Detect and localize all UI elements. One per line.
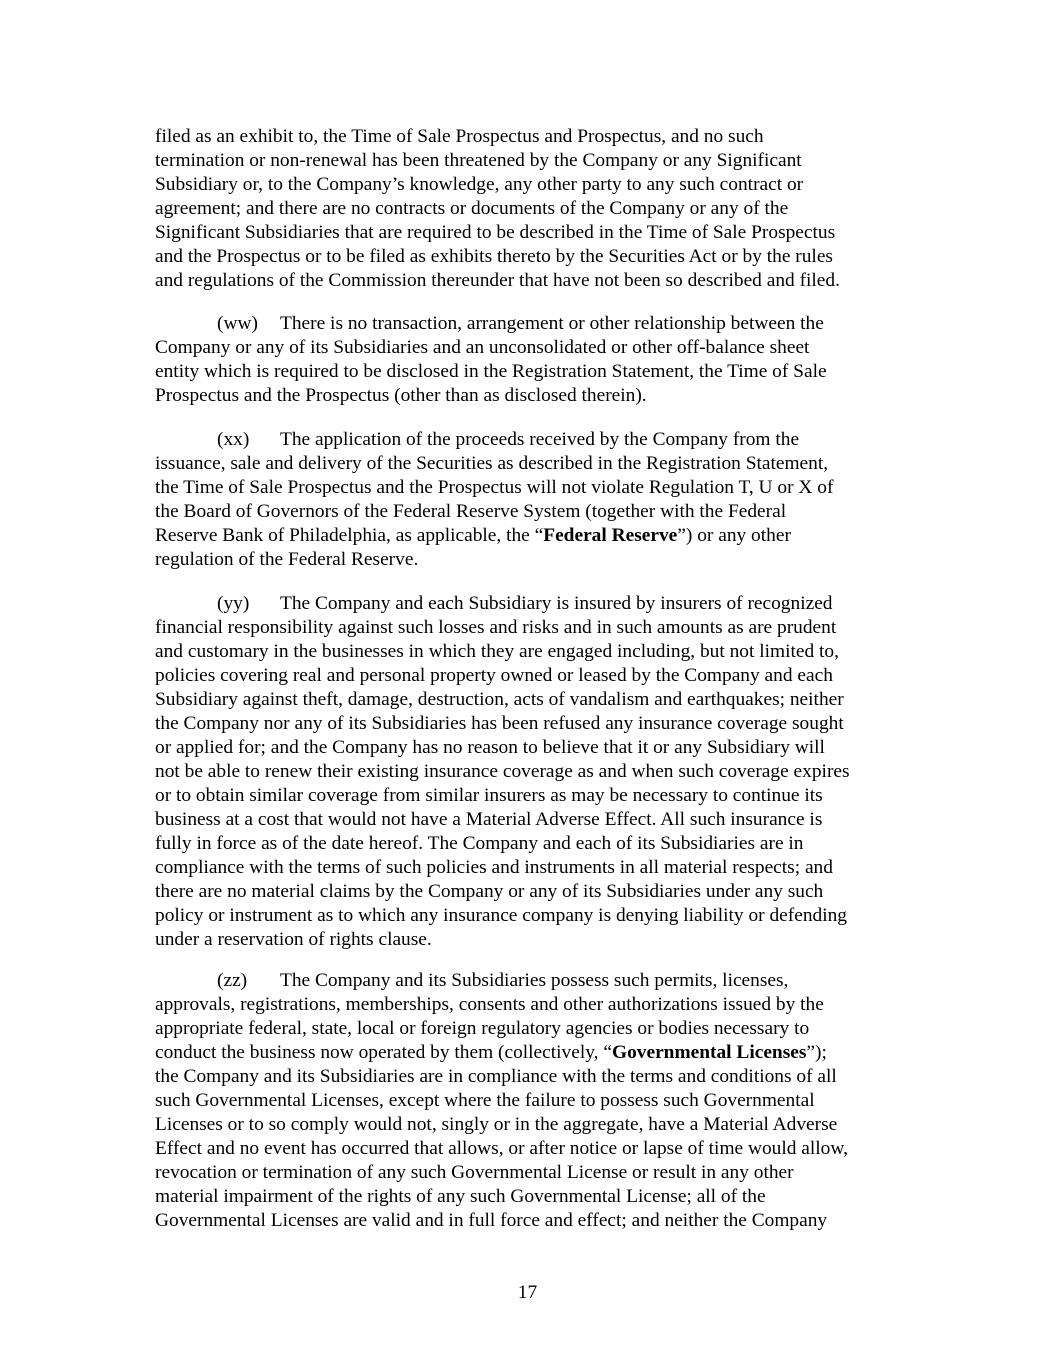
text-line: issuance, sale and delivery of the Securities as described in the Registration Statement, bbox=[155, 453, 829, 474]
text-line: financial responsibility against such losses and risks and in such amounts as are prudent bbox=[155, 617, 837, 638]
text-line: or applied for; and the Company has no reason to believe that it or any Subsidiary will bbox=[155, 737, 825, 758]
text-line: policy or instrument as to which any insurance company is denying liability or defending bbox=[155, 905, 847, 926]
text-line: and the Prospectus or to be filed as exhibits thereto by the Securities Act or by the rules bbox=[155, 246, 833, 267]
text-line: Effect and no event has occurred that allows, or after notice or lapse of time would allow, bbox=[155, 1138, 848, 1159]
text-run: There is no transaction, arrangement or other relationship between the bbox=[280, 313, 824, 334]
text-line bbox=[155, 524, 900, 548]
text-run: Reserve Bank of Philadelphia, as applicable, the “ bbox=[155, 525, 544, 546]
text-line: not be able to renew their existing insurance coverage as and when such coverage expires bbox=[155, 761, 850, 782]
text-line bbox=[155, 312, 900, 336]
paragraph-yy bbox=[155, 592, 900, 952]
text-line: the Time of Sale Prospectus and the Prospectus will not violate Regulation T, U or X of bbox=[155, 477, 834, 498]
text-line: fully in force as of the date hereof. The Company and each of its Subsidiaries are in bbox=[155, 833, 804, 854]
text-run: ”) or any other bbox=[677, 525, 791, 546]
paragraph-label: (zz) bbox=[217, 970, 248, 991]
text-line: policies covering real and personal property owned or leased by the Company and each bbox=[155, 665, 833, 686]
text-line: agreement; and there are no contracts or documents of the Company or any of the bbox=[155, 198, 789, 219]
text-line: termination or non-renewal has been threatened by the Company or any Significant bbox=[155, 150, 802, 171]
text-line: or to obtain similar coverage from similar insurers as may be necessary to continue its bbox=[155, 785, 823, 806]
defined-term-federal-reserve: Federal Reserve bbox=[543, 525, 678, 546]
text-line: Significant Subsidiaries that are required to be described in the Time of Sale Prospectus bbox=[155, 222, 836, 243]
text-line: Subsidiary against theft, damage, destruction, acts of vandalism and earthquakes; neither bbox=[155, 689, 844, 710]
text-line: material impairment of the rights of any such Governmental License; all of the bbox=[155, 1186, 766, 1207]
text-line bbox=[155, 428, 900, 452]
text-line: filed as an exhibit to, the Time of Sale Prospectus and Prospectus, and no such bbox=[155, 126, 764, 147]
text-line: the Company nor any of its Subsidiaries has been refused any insurance coverage sought bbox=[155, 713, 844, 734]
text-run: ”); bbox=[806, 1042, 827, 1063]
text-line: appropriate federal, state, local or foreign regulatory agencies or bodies necessary to bbox=[155, 1018, 810, 1039]
paragraph-label: (xx) bbox=[217, 429, 250, 450]
paragraph-xx bbox=[155, 428, 900, 572]
paragraph-label: (ww) bbox=[217, 313, 258, 334]
text-line: entity which is required to be disclosed in the Registration Statement, the Time of Sale bbox=[155, 361, 827, 382]
text-line: Governmental Licenses are valid and in full force and effect; and neither the Company bbox=[155, 1210, 828, 1231]
text-line bbox=[155, 969, 900, 993]
text-run: conduct the business now operated by them (collectively, “ bbox=[155, 1042, 612, 1063]
text-line bbox=[155, 1041, 900, 1065]
text-run: The Company and its Subsidiaries possess such permits, licenses, bbox=[280, 970, 789, 991]
paragraph-continued bbox=[155, 125, 900, 293]
page-number: 17 bbox=[517, 1282, 538, 1303]
defined-term-governmental-licenses: Governmental Licenses bbox=[611, 1042, 807, 1063]
text-run: The Company and each Subsidiary is insured by insurers of recognized bbox=[280, 593, 833, 614]
text-line: the Company and its Subsidiaries are in compliance with the terms and conditions of all bbox=[155, 1066, 837, 1087]
text-run: The application of the proceeds received by the Company from the bbox=[280, 429, 800, 450]
text-line: the Board of Governors of the Federal Reserve System (together with the Federal bbox=[155, 501, 787, 522]
text-line: Licenses or to so comply would not, singly or in the aggregate, have a Material Adverse bbox=[155, 1114, 838, 1135]
text-line: and customary in the businesses in which they are engaged including, but not limited to, bbox=[155, 641, 839, 662]
text-line: such Governmental Licenses, except where the failure to possess such Governmental bbox=[155, 1090, 815, 1111]
text-line: Subsidiary or, to the Company’s knowledge, any other party to any such contract or bbox=[155, 174, 804, 195]
text-line: business at a cost that would not have a Material Adverse Effect. All such insurance is bbox=[155, 809, 823, 830]
paragraph-label: (yy) bbox=[217, 593, 250, 614]
text-line: approvals, registrations, memberships, consents and other authorizations issued by the bbox=[155, 994, 824, 1015]
paragraph-zz bbox=[155, 969, 900, 1233]
text-line: compliance with the terms of such policies and instruments in all material respects; and bbox=[155, 857, 833, 878]
text-line: Company or any of its Subsidiaries and an unconsolidated or other off-balance sheet bbox=[155, 337, 810, 358]
text-line: under a reservation of rights clause. bbox=[155, 929, 432, 950]
text-line: there are no material claims by the Company or any of its Subsidiaries under any such bbox=[155, 881, 824, 902]
text-line: Prospectus and the Prospectus (other than as disclosed therein). bbox=[155, 385, 647, 406]
text-line: regulation of the Federal Reserve. bbox=[155, 549, 419, 570]
paragraph-ww bbox=[155, 312, 900, 408]
text-line bbox=[155, 592, 900, 616]
text-line: and regulations of the Commission thereunder that have not been so described and filed. bbox=[155, 270, 840, 291]
text-line: revocation or termination of any such Governmental License or result in any other bbox=[155, 1162, 794, 1183]
